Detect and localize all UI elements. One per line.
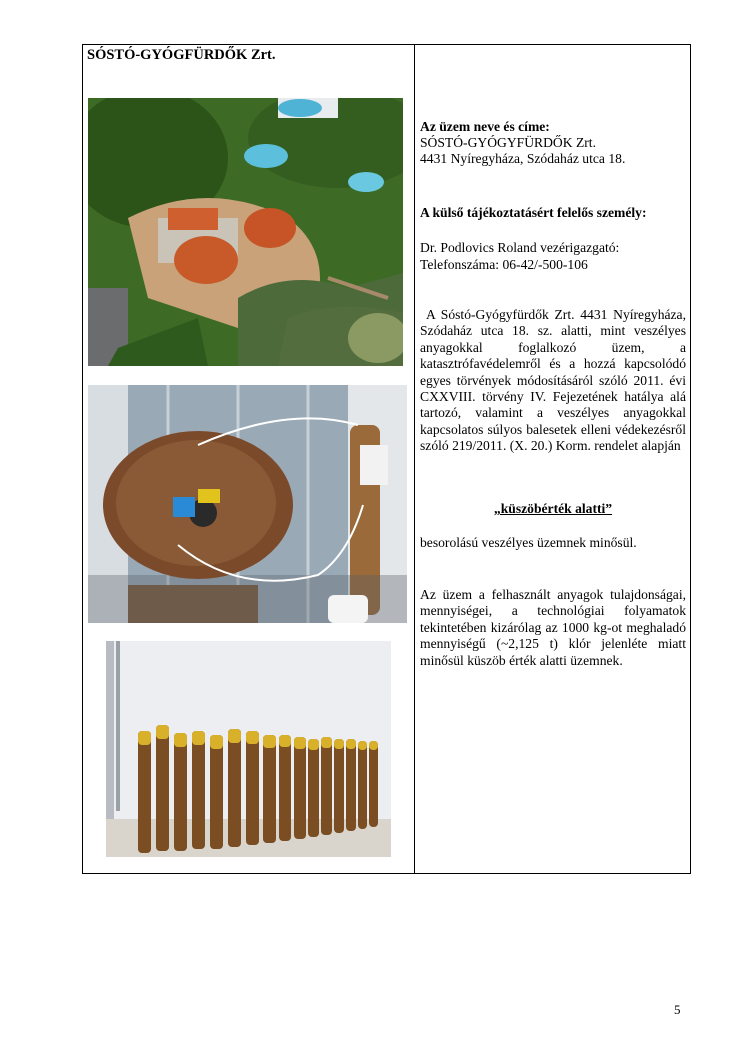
chlorine-tank-photo: [88, 385, 407, 623]
facility-heading: Az üzem neve és címe:: [420, 119, 550, 134]
company-title: SÓSTÓ-GYÓGFÜRDŐK Zrt.: [87, 47, 276, 63]
contact-phone: Telefonszáma: 06-42/-500-106: [420, 257, 588, 272]
page-number: 5: [674, 1002, 681, 1017]
classification-label: „küszöbérték alatti”: [493, 501, 613, 516]
aerial-photo: [88, 98, 403, 366]
classification-result: besorolású veszélyes üzemnek minősül.: [420, 535, 637, 550]
legal-paragraph: A Sóstó-Gyógyfürdők Zrt. 4431 Nyíregyháza, Szódaház utca 18. sz. alatti, mint veszélyes anyagokkal foglalkozó üzem, a katasztrófavédelemről és a hozzá kapcsolódó egyes törvények módosításáról szóló 2011. évi CXXVIII. törvény IV. Fejezetének hatálya alá tartozó, valamint a veszélyes anyagokkal kapcsolatos súlyos balesetek elleni védekezésről szóló 219/2011. (X. 20.) Korm. rendelet alapján: [420, 307, 686, 454]
contact-heading: A külső tájékoztatásért felelős személy:: [420, 205, 647, 220]
contact-name: Dr. Podlovics Roland vezérigazgató:: [420, 240, 620, 255]
facility-name: SÓSTÓ-GYÓGYFÜRDŐK Zrt.: [420, 135, 596, 150]
gas-cylinders-photo: [106, 641, 391, 857]
reason-paragraph: Az üzem a felhasznált anyagok tulajdonságai, mennyiségei, a technológiai folyamatok tekintetében kizárólag az 1000 kg-ot meghaladó mennyiségű (~2,125 t) klór jelenléte miatt minősül küszöb érték alatti üzemnek.: [420, 587, 686, 668]
document-table: [82, 44, 691, 874]
column-divider: [414, 45, 415, 873]
facility-address: 4431 Nyíregyháza, Szódaház utca 18.: [420, 151, 626, 166]
